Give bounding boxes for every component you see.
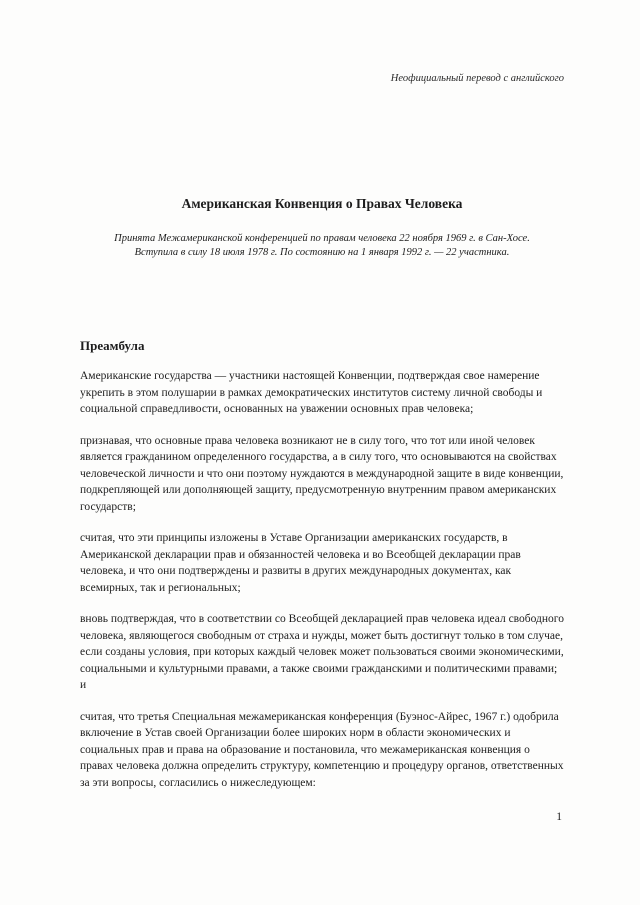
preamble-paragraph-1: Американские государства — участники настоящей Конвенции, подтверждая свое намерение укрепить в этом полушарии в рамках демократических институтов систему личной свободы и социальной справедливости, основанных на уважении основных прав человека; <box>80 370 543 415</box>
preamble-paragraph-2: признавая, что основные права человека возникают не в силу того, что тот или иной человек является гражданином определенного государства, а в силу того, что основываются на свойствах человеческой личности и что они поэтому нуждаются в международной защите в виде конвенции, подкрепляющей или дополняющей защиту, предусмотренную внутренним правом американских государств; <box>80 434 564 513</box>
page-number: 1 <box>556 811 562 823</box>
preamble-heading: Преамбула <box>80 338 145 353</box>
preamble-paragraph-5: считая, что третья Специальная межамериканская конференция (Буэнос-Айрес, 1967 г.) одобрила включение в Устав своей Организации более широких норм в области экономических и социальных прав и права на образование и постановила, что межамериканская конвенция о правах человека должна определить структуру, компетенцию и процедуру органов, ответственных за эти вопросы, согласились о нижеследующем: <box>80 710 564 789</box>
preamble-paragraph-3: считая, что эти принципы изложены в Уставе Организации американских государств, в Американской декларации прав и обязанностей человека и во Всеобщей декларации прав человека, и что они подтверждены и развиты в других международных документах, как всемирных, так и региональных; <box>80 532 521 594</box>
preamble-paragraph-4: вновь подтверждая, что в соответствии со Всеобщей декларацией прав человека идеал свободного человека, являющегося свободным от страха и нужды, может быть достигнут только в том случае, если созданы условия, при которых каждый человек может пользоваться своими экономическими, социальными и культурными правами, а также своими гражданскими и политическими правами; и <box>80 613 564 691</box>
document-subtitle: Принята Межамериканской конференцией по правам человека 22 ноября 1969 г. в Сан-Хосе. Вступила в силу 18 июля 1978 г. По состоянию на 1 января 1992 г. — 22 участника. <box>114 233 530 258</box>
translation-note: Неофициальный перевод с английского <box>390 73 564 84</box>
document-title: Американская Конвенция о Правах Человека <box>181 196 463 211</box>
